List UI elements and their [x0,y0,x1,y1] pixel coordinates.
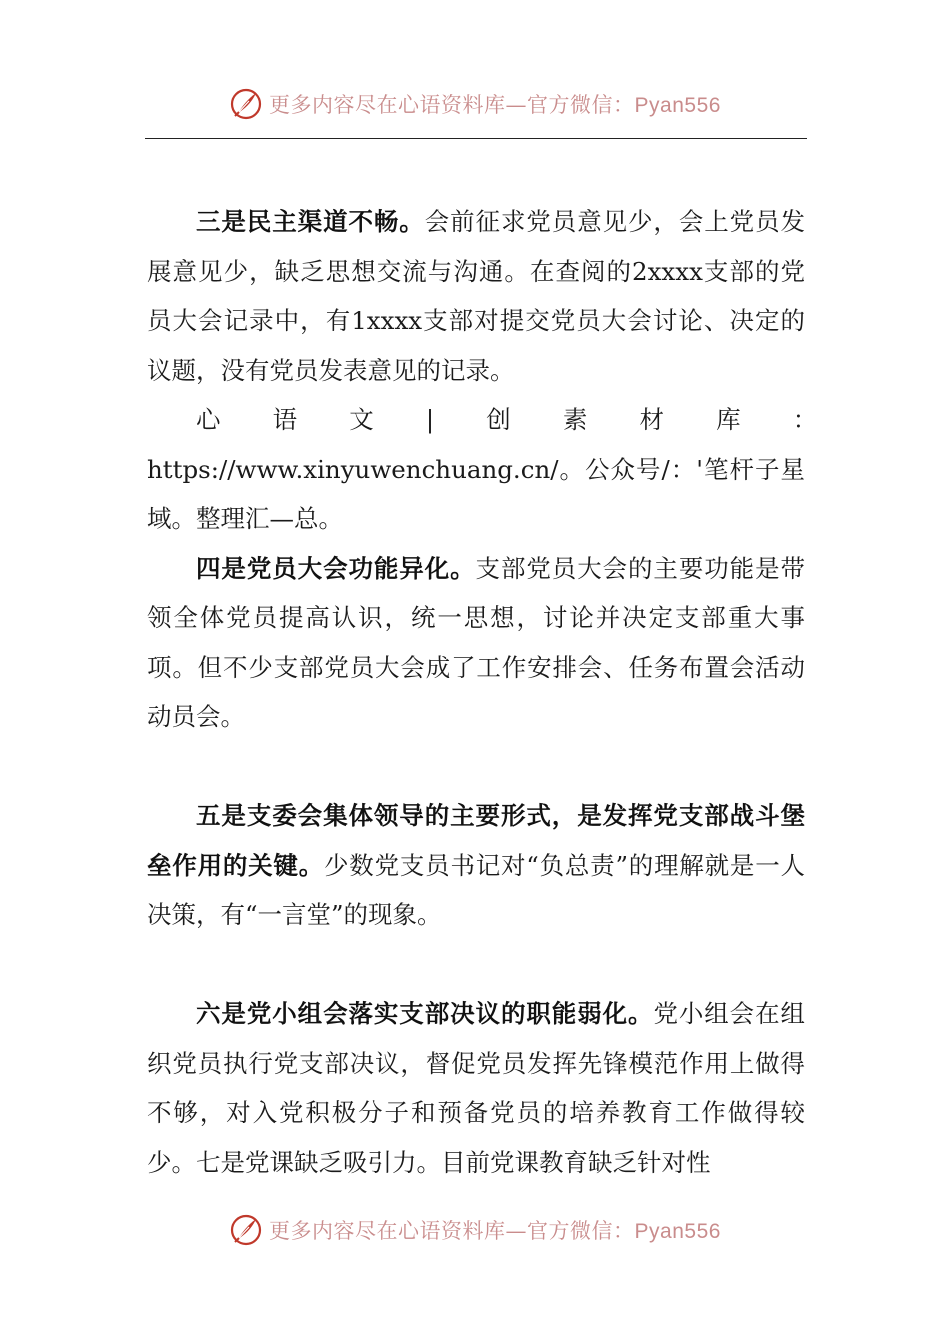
paragraph-heading: 三是民主渠道不畅。 [196,207,425,236]
paragraph-3 [147,197,805,395]
page-footer-banner [0,1208,950,1252]
page-header-banner [0,82,950,126]
quill-logo-icon [229,1213,263,1247]
header-banner-text: 更多内容尽在心语资料库—官方微信：Pyan556 [269,93,721,117]
paragraph-text: 支部党员大会的主要功能是带领全体党员提高认识，统一思想，讨论并决定支部重大事项。但不少支部党员大会成了工作安排会、任务布置会活动动员会。 [147,553,806,731]
quill-logo-icon [229,87,263,121]
paragraph-heading: 六是党小组会落实支部决议的职能弱化。 [196,999,654,1028]
paragraph-5 [147,791,805,940]
paragraph-heading: 五是支委会集体领导的主要形式，是发挥党支部战斗堡垒作用的关键。 [147,801,805,880]
source-note [147,395,830,544]
paragraph-text: 少数党支员书记对“负总责”的理解就是一人决策，有“一言堂”的现象。 [147,850,805,929]
source-note-text: 心 语 文 | 创 素 材 库 ： https://www.xinyuwenchuang.cn/。公众号/：'笔杆子星域。整理汇—总。 [147,405,830,533]
header-divider [145,138,807,139]
paragraph-4 [147,544,805,742]
paragraph-text: 会前征求党员意见少，会上党员发展意见少，缺乏思想交流与沟通。在查阅的2xxxx支部的党员大会记录中，有1xxxx支部对提交党员大会讨论、决定的议题，没有党员发表意见的记录。 [147,207,805,385]
paragraph-text: 党小组会在组织党员执行党支部决议，督促党员发挥先锋模范作用上做得不够，对入党积极分子和预备党员的培养教育工作做得较少。七是党课缺乏吸引力。目前党课教育缺乏针对性 [147,999,806,1177]
paragraph-6 [147,989,805,1187]
document-body [147,197,830,1187]
paragraph-heading: 四是党员大会功能异化。 [196,553,476,583]
footer-banner-text: 更多内容尽在心语资料库—官方微信：Pyan556 [269,1219,721,1243]
